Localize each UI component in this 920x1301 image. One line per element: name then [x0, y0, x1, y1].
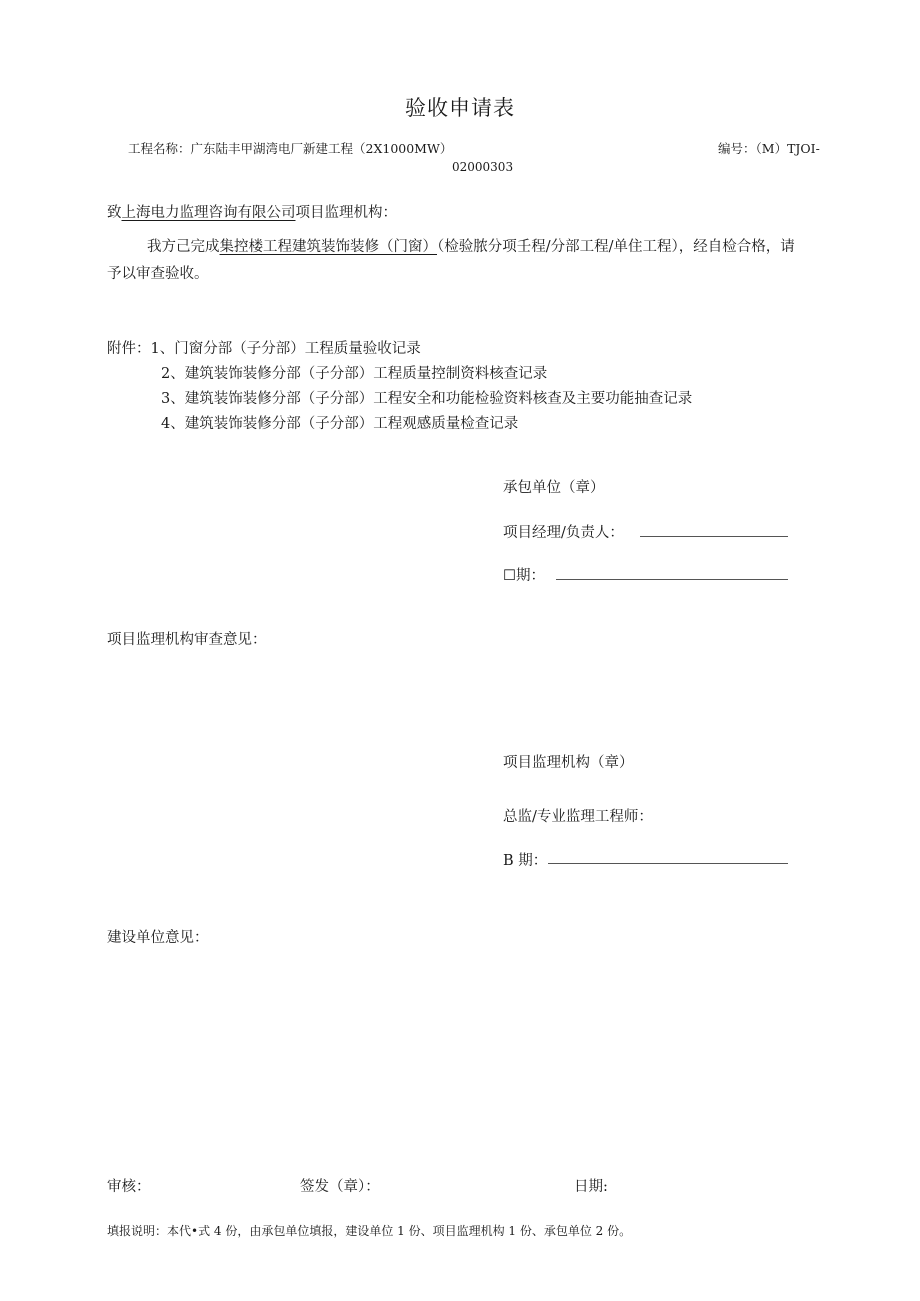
supervision-date-label: B 期： [503, 853, 548, 869]
contractor-date-label: ☐期： [503, 568, 545, 584]
body-pre: 我方己完成 [147, 239, 220, 255]
body-line-2: 予以审查验收。 [107, 266, 209, 282]
number-row [718, 139, 820, 157]
project-manager-signature-line [640, 536, 788, 537]
supervision-opinion-label: 项目监理机构审查意见： [107, 632, 267, 648]
project-name-label: 工程名称： [128, 141, 191, 156]
contractor-date-line [556, 579, 788, 580]
attachment-line-1 [107, 337, 421, 358]
filling-instructions: 填报说明：本代•式 4 份，由承包单位填报，建设单位 1 份、项目监理机构 1 份、承包单位 2 份。 [107, 1224, 632, 1238]
footer-date-label: 日期: [574, 1179, 608, 1195]
addressee-line [107, 201, 397, 222]
number-value: （M）TJOI- [755, 141, 820, 156]
attachment-item: 4、建筑装饰装修分部（子分部）工程观感质量检查记录 [161, 416, 519, 432]
form-title: 验收申请表 [405, 96, 515, 120]
contractor-unit-stamp: 承包单位（章） [503, 480, 605, 496]
addressee-org: 上海电力监理咨询有限公司 [121, 205, 296, 221]
addressee-prefix: 致 [107, 205, 122, 221]
number-label: 编号： [718, 141, 756, 156]
addressee-suffix: 项目监理机构： [295, 205, 397, 221]
attachment-item: 3、建筑装饰装修分部（子分部）工程安全和功能检验资料核查及主要功能抽查记录 [161, 391, 693, 407]
owner-opinion-label: 建设单位意见： [107, 930, 209, 946]
issue-stamp-label: 签发（章）： [300, 1179, 380, 1195]
body-work-item: 集控楼工程建筑装饰装修（门窗） [219, 239, 437, 255]
project-name-value: 广东陆丰甲湖湾电厂新建工程（2X1000MW） [190, 141, 453, 156]
attachments-label: 附件： [107, 341, 151, 357]
supervising-engineer-label: 总监/专业监理工程师： [503, 809, 653, 825]
review-label: 审核： [107, 1179, 151, 1195]
body-line-1 [147, 235, 795, 256]
project-name-row [128, 139, 452, 157]
project-manager-label: 项目经理/负责人： [503, 525, 624, 541]
body-post: （检验脓分项壬程/分部工程/单住工程），经自检合格，请 [437, 239, 795, 255]
supervision-date-line [548, 863, 788, 864]
attachment-item: 2、建筑装饰装修分部（子分部）工程质量控制资料核查记录 [161, 366, 548, 382]
attachment-item: 1、门窗分部（子分部）工程质量验收记录 [150, 341, 421, 357]
number-value-continued: 02000303 [452, 160, 514, 174]
supervision-unit-stamp: 项目监理机构（章） [503, 755, 634, 771]
